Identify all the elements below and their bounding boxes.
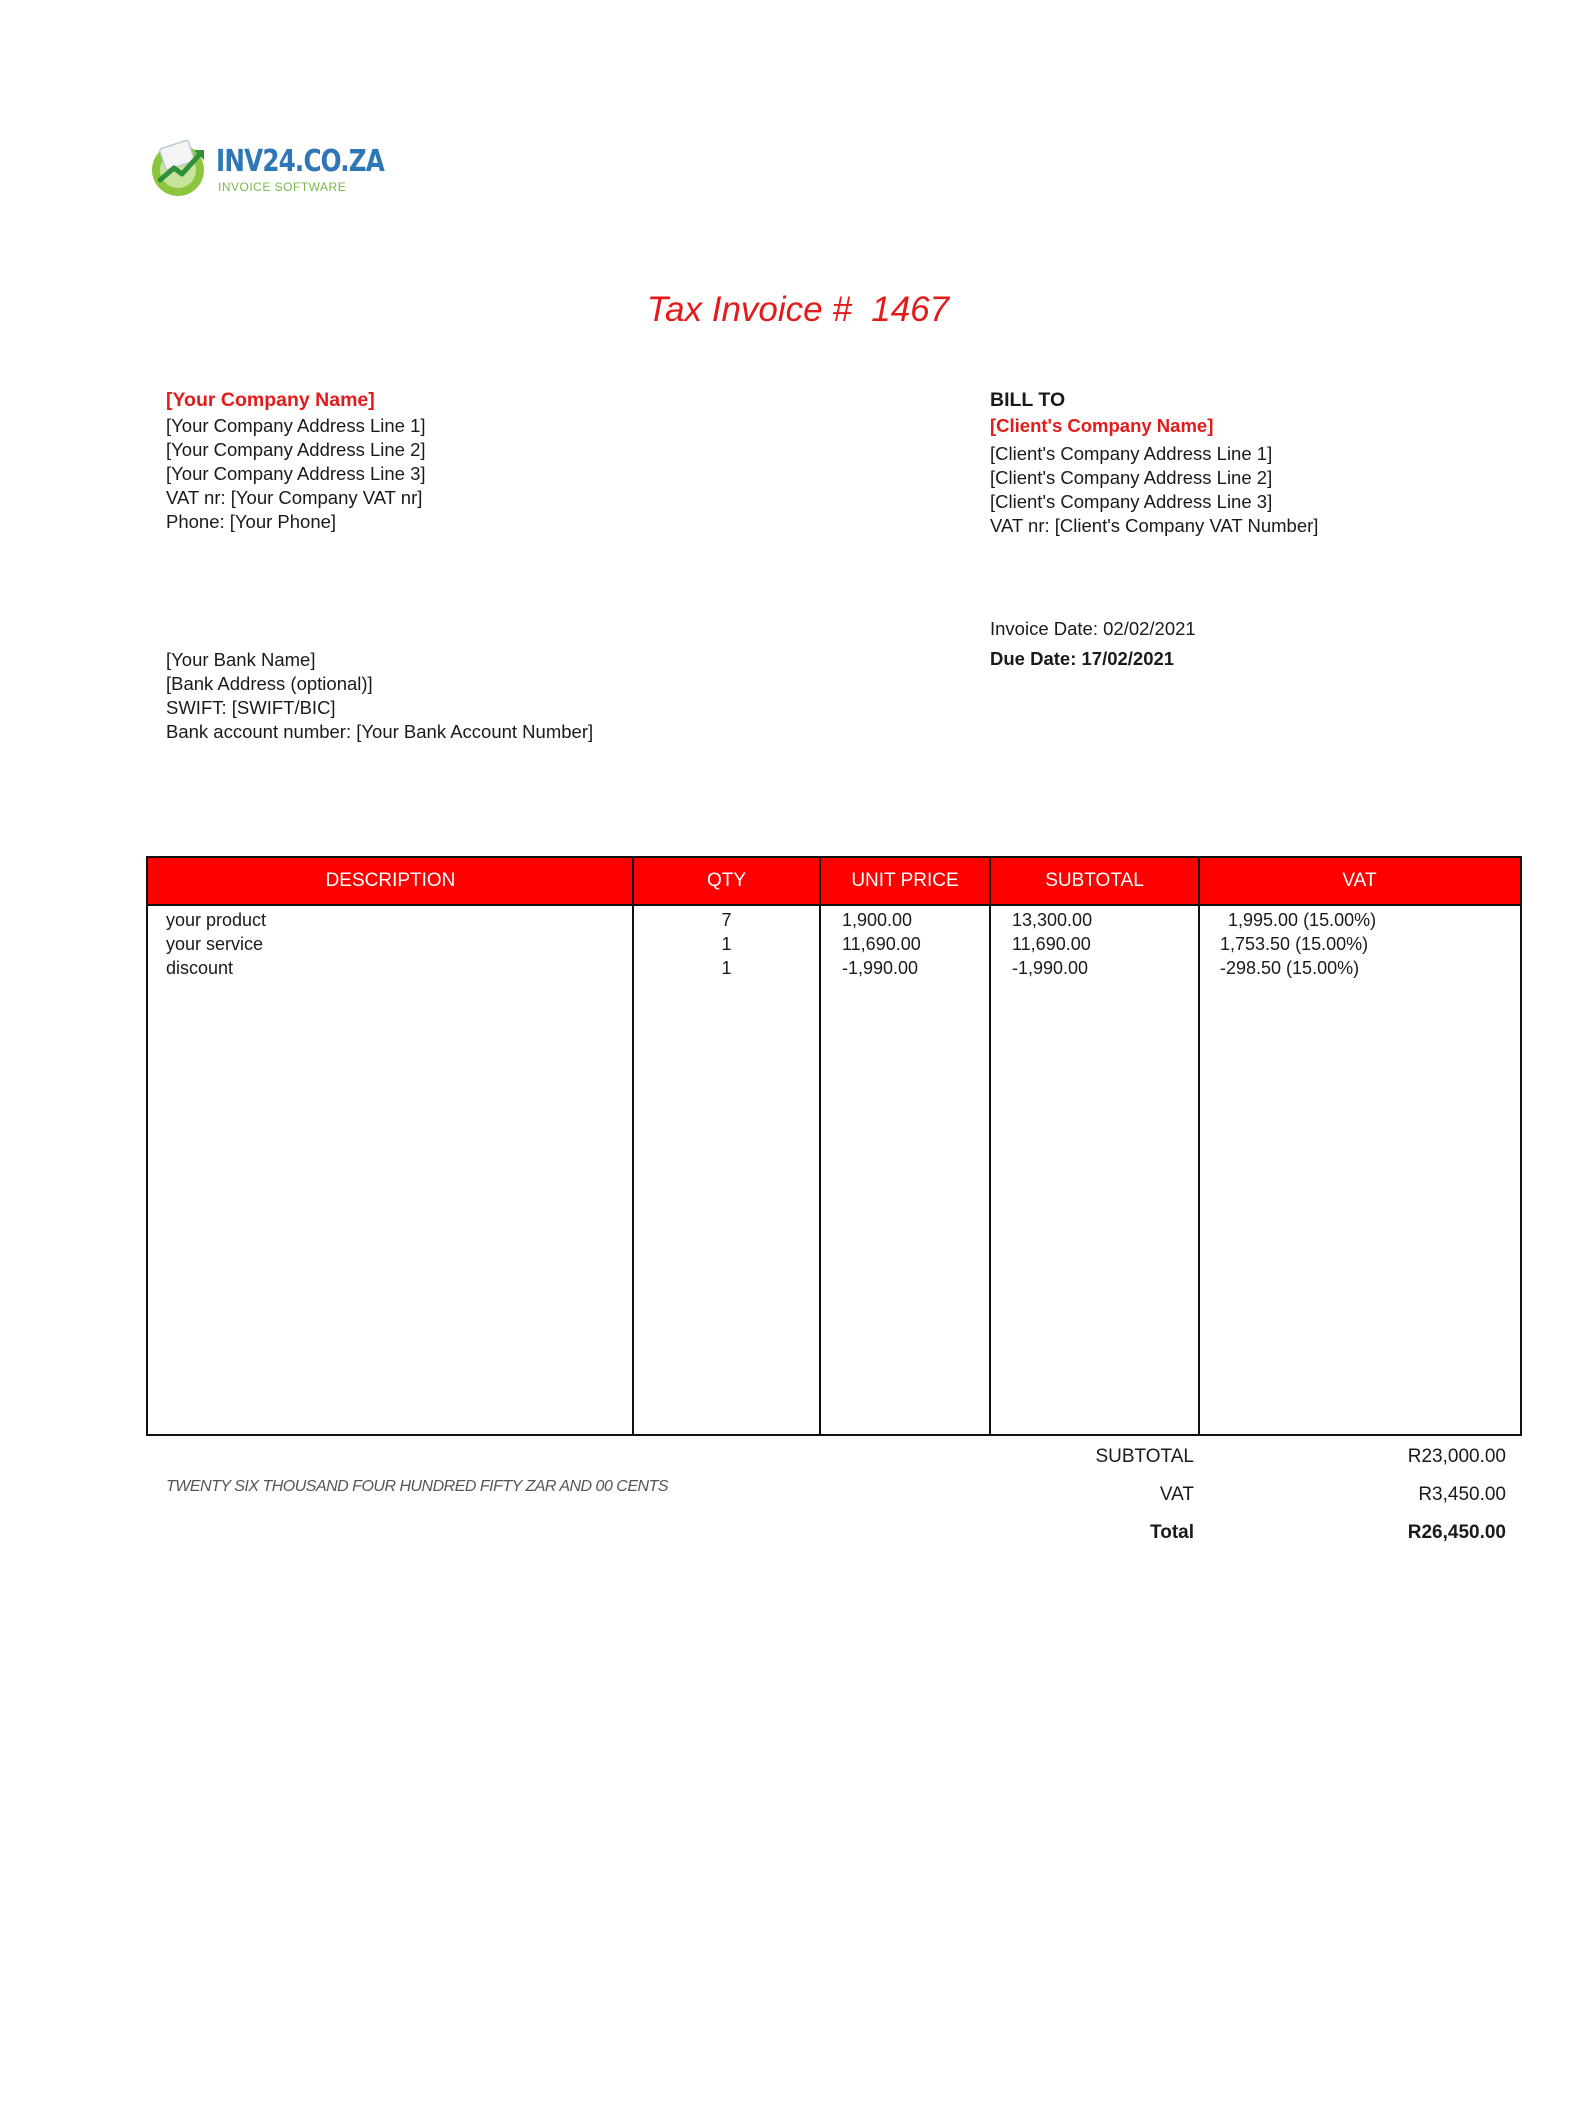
column-divider xyxy=(989,858,991,1434)
total-value: R26,450.00 xyxy=(1407,1522,1506,1543)
column-header-description: DESCRIPTION xyxy=(325,870,456,891)
client-address-line: [Client's Company Address Line 2] xyxy=(990,467,1273,488)
item-qty: 1 xyxy=(721,934,732,954)
client-address-line: [Client's Company Address Line 1] xyxy=(990,443,1273,464)
bill-to-block xyxy=(990,388,1318,538)
column-header-qty: QTY xyxy=(706,870,747,891)
bank-account-number: Bank account number: [Your Bank Account Number] xyxy=(166,721,594,742)
subtotal-label: SUBTOTAL xyxy=(1095,1446,1194,1467)
seller-address-line: [Your Company Address Line 3] xyxy=(166,463,426,484)
client-address-line: [Client's Company Address Line 3] xyxy=(990,491,1273,512)
item-subtotal: 13,300.00 xyxy=(1012,910,1093,930)
client-vat: VAT nr: [Client's Company VAT Number] xyxy=(990,515,1319,536)
seller-vat: VAT nr: [Your Company VAT nr] xyxy=(166,487,423,508)
column-header-unit-price: UNIT PRICE xyxy=(851,870,959,891)
bank-name: [Your Bank Name] xyxy=(166,649,316,670)
item-vat: -298.50 (15.00%) xyxy=(1220,958,1360,978)
item-unit-price: 11,690.00 xyxy=(842,934,921,954)
column-divider xyxy=(1198,858,1200,1434)
item-description: your product xyxy=(166,910,267,930)
subtotal-value: R23,000.00 xyxy=(1407,1446,1506,1467)
logo-icon xyxy=(148,134,212,198)
invoice-title: Tax Invoice # 1467 xyxy=(646,290,950,329)
seller-address-line: [Your Company Address Line 2] xyxy=(166,439,426,460)
item-description: your service xyxy=(166,934,264,954)
invoice-date: Invoice Date: 02/02/2021 xyxy=(990,618,1196,639)
item-subtotal: -1,990.00 xyxy=(1012,958,1089,978)
bank-address: [Bank Address (optional)] xyxy=(166,673,373,694)
seller-name: [Your Company Name] xyxy=(166,389,375,411)
logo-wordmark: INV24.CO.ZA xyxy=(216,144,384,179)
bank-block xyxy=(166,648,593,744)
vat-value: R3,450.00 xyxy=(1418,1484,1506,1505)
client-name: [Client's Company Name] xyxy=(990,415,1214,436)
bank-swift: SWIFT: [SWIFT/BIC] xyxy=(166,697,336,718)
total-label: Total xyxy=(1150,1522,1194,1543)
vat-label: VAT xyxy=(1159,1484,1194,1505)
item-qty: 1 xyxy=(721,958,732,978)
item-vat: 1,995.00 (15.00%) xyxy=(1228,910,1377,930)
seller-phone: Phone: [Your Phone] xyxy=(166,511,337,532)
table-header xyxy=(148,858,1520,906)
seller-block xyxy=(166,388,426,534)
item-description: discount xyxy=(166,958,234,978)
item-qty: 7 xyxy=(721,910,732,930)
due-date: Due Date: 17/02/2021 xyxy=(990,648,1175,669)
company-logo xyxy=(148,134,384,198)
item-unit-price: 1,900.00 xyxy=(842,910,913,930)
seller-address-line: [Your Company Address Line 1] xyxy=(166,415,426,436)
column-header-subtotal: SUBTOTAL xyxy=(1045,870,1144,891)
item-subtotal: 11,690.00 xyxy=(1012,934,1091,954)
item-unit-price: -1,990.00 xyxy=(842,958,919,978)
item-vat: 1,753.50 (15.00%) xyxy=(1220,934,1369,954)
logo-tagline: INVOICE SOFTWARE xyxy=(218,180,347,194)
amount-in-words: TWENTY SIX THOUSAND FOUR HUNDRED FIFTY ZAR AND 00 CENTS xyxy=(166,1478,669,1495)
line-items-table xyxy=(146,856,1522,1436)
column-header-vat: VAT xyxy=(1342,870,1377,891)
bill-to-heading: BILL TO xyxy=(990,389,1066,411)
invoice-dates xyxy=(990,617,1196,671)
